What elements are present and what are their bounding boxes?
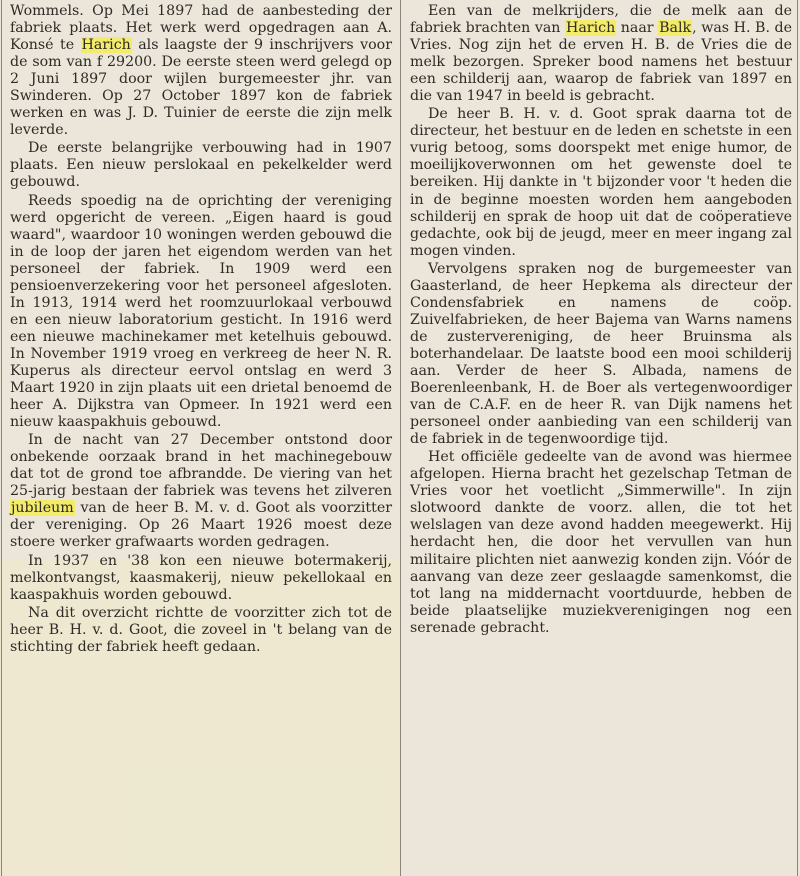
highlighted-term: Harich	[565, 20, 616, 37]
paragraph: Het officiële gedeelte van de avond was hiermee afgelopen. Hierna bracht het gezelschap Tetman de Vries voor het voetlicht „Simmerwille". In zijn slotwoord dankte de voorz. allen, die tot het welslagen van deze avond hadden meegewerkt. Hij herdacht hen, die door het vervullen van hun militaire plichten niet aanwezig konden zijn. Vóór de aanvang van deze zeer geslaagde samenkomst, die tot lang na middernacht voortduurde, hebben de beide plaatselijke muziekverenigingen nog een serenade gebracht.	[410, 449, 792, 636]
paragraph: Na dit overzicht richtte de voorzitter zich tot de heer B. H. v. d. Goot, die zoveel in 't belang van de stichting der fabriek heeft gedaan.	[10, 604, 392, 655]
paragraph: Een van de melkrijders, die de melk aan de fabriek brachten van Harich naar Balk, was H. B. de Vries. Nog zijn het de erven H. B. de Vries die de melk bezorgen. Spreker bood namens het bestuur een schilderij aan, waarop de fabriek van 1897 en die van 1947 in beeld is gebracht.	[410, 3, 792, 105]
paragraph: De heer B. H. v. d. Goot sprak daarna tot de directeur, het bestuur en de leden en schetste in een vurig betoog, soms doorspekt met enige humor, de moeilijkoverwonnen om het gewenste doel te bereiken. Hij dankte in 't bijzonder voor 't heden die in de beginne moesten worden hem aangeboden schilderij en sprak de hoop uit dat de coöperatieve gedachte, ook bij de jeugd, meer en meer ingang zal mogen vinden.	[410, 106, 792, 259]
paragraph: Wommels. Op Mei 1897 had de aanbesteding der fabriek plaats. Het werk werd opgedragen aan A. Konsé te Harich als laagste der 9 inschrijvers voor de som van f 29200. De eerste steen werd gelegd op 2 Juni 1897 door wijlen burgemeester jhr. van Swinderen. Op 27 October 1897 kon de fabriek werken en was J. D. Tuinier de eerste die zijn melk leverde.	[10, 3, 392, 139]
paragraph: In de nacht van 27 December ontstond door onbekende oorzaak brand in het machinegebouw dat tot de grond toe afbrandde. De viering van het 25-jarig bestaan der fabriek was tevens het zilveren jubileum van de heer B. M. v. d. Goot als voorzitter der vereniging. Op 26 Maart 1926 moest deze stoere werker grafwaarts worden gedragen.	[10, 432, 392, 551]
highlighted-term: Balk	[659, 20, 692, 37]
paragraph: Vervolgens spraken nog de burgemeester van Gaasterland, de heer Hepkema als directeur der Condensfabriek en namens de coöp. Zuivelfabrieken, de heer Bajema van Warns namens de zustervereniging, de heer Bruinsma als boterhandelaar. De laatste bood een mooi schilderij aan. Verder de heer S. Albada, namens de Boerenleenbank, H. de Boer als vertegenwoordiger van de C.A.F. en de heer R. van Dijk namens het personeel onder aanbieding van een schilderij van de fabriek in de tegenwoordige tijd.	[410, 260, 792, 448]
paragraph: Reeds spoedig na de oprichting der vereniging werd opgericht de vereen. „Eigen haard is goud waard", waardoor 10 woningen werden gebouwd die in de loop der jaren het eigendom werden van het personeel der fabriek. In 1909 werd een pensioenverzekering voor het personeel afgesloten. In 1913, 1914 werd het roomzuurlokaal verbouwd en een nieuw laboratorium gesticht. In 1916 werd een nieuwe machinekamer met ketelhuis gebouwd. In November 1919 vroeg en verkreeg de heer N. R. Kuperus als directeur eervol ontslag en werd 3 Maart 1920 in zijn plaats uit een drietal benoemd de heer A. Dijkstra van Opmeer. In 1921 werd een nieuw kaaspakhuis gebouwd.	[10, 192, 392, 431]
highlighted-term: jubileum	[11, 500, 74, 517]
right-column	[402, 0, 800, 876]
highlighted-term: Harich	[81, 37, 131, 54]
paragraph: In 1937 en '38 kon een nieuwe botermakerij, melkontvangst, kaasmakerij, nieuw pekellokaal en kaaspakhuis worden gebouwd.	[10, 552, 392, 603]
paragraph: De eerste belangrijke verbouwing had in 1907 plaats. Een nieuw perslokaal en pekelkelder werd gebouwd.	[10, 140, 392, 191]
